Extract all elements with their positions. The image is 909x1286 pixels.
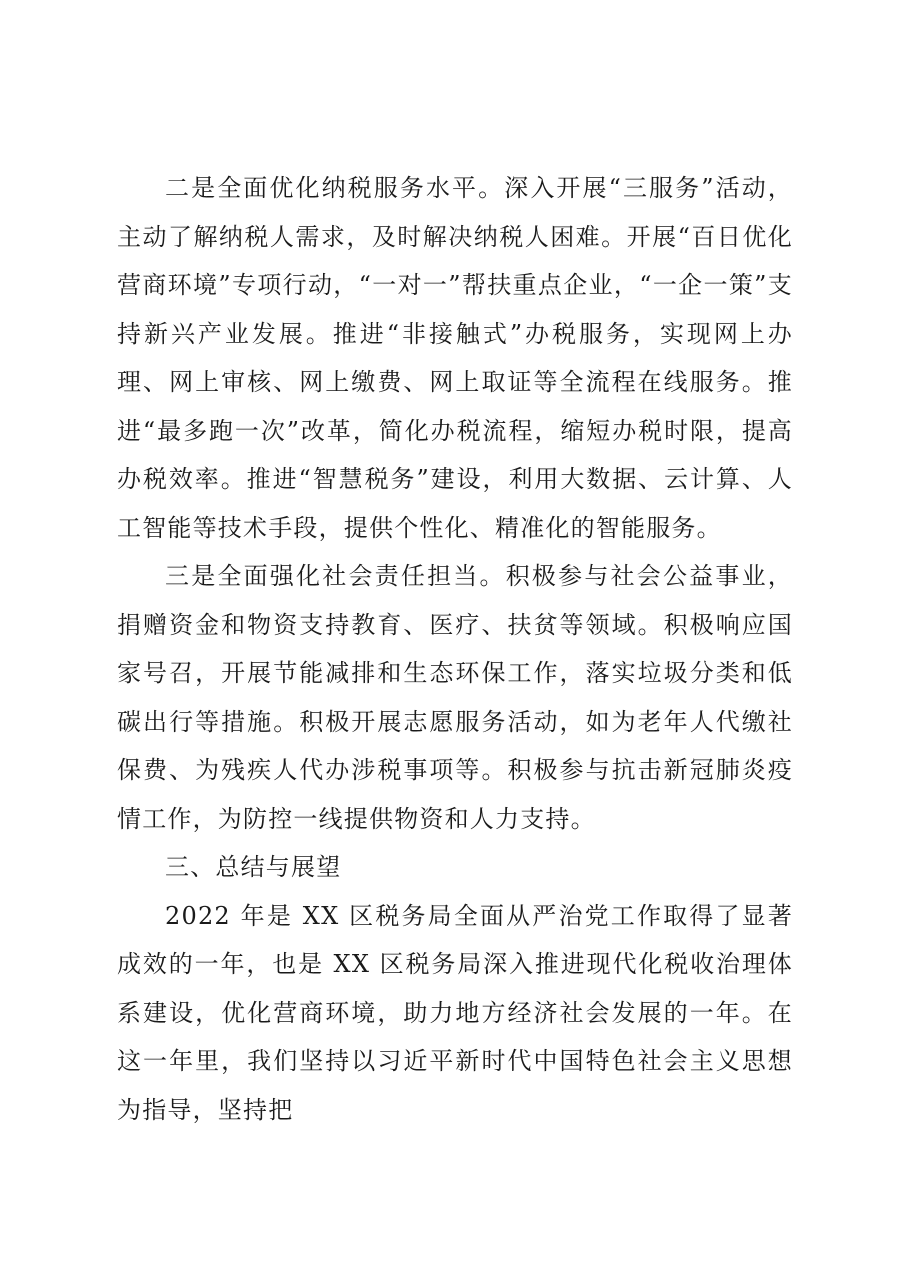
paragraph-social-responsibility: 三是全面强化社会责任担当。积极参与社会公益事业，捐赠资金和物资支持教育、医疗、扶贫等领域。积极响应国家号召，开展节能减排和生态环保工作，落实垃圾分类和低碳出行等措施。积极开展志愿服务活动，如为老年人代缴社保费、为残疾人代办涉税事项等。积极参与抗击新冠肺炎疫情工作，为防控一线提供物资和人力支持。 (117, 562, 793, 833)
paragraph-closing: 2022 年是 XX 区税务局全面从严治党工作取得了显著成效的一年，也是 XX 区税务局深入推进现代化税收治理体系建设，优化营商环境，助力地方经济社会发展的一年。在这一年里，我们坚持以习近平新时代中国特色社会主义思想为指导，坚持把 (117, 901, 793, 1124)
paragraph-tax-service: 二是全面优化纳税服务水平。深入开展“三服务”活动，主动了解纳税人需求，及时解决纳税人困难。开展“百日优化营商环境”专项行动，“一对一”帮扶重点企业，“一企一策”支持新兴产业发展。推进“非接触式”办税服务，实现网上办理、网上审核、网上缴费、网上取证等全流程在线服务。推进“最多跑一次”改革，简化办税流程，缩短办税时限，提高办税效率。推进“智慧税务”建设，利用大数据、云计算、人工智能等技术手段，提供个性化、精准化的智能服务。 (117, 174, 793, 542)
section-heading-summary: 三、总结与展望 (165, 853, 342, 881)
document-page (117, 164, 793, 1134)
